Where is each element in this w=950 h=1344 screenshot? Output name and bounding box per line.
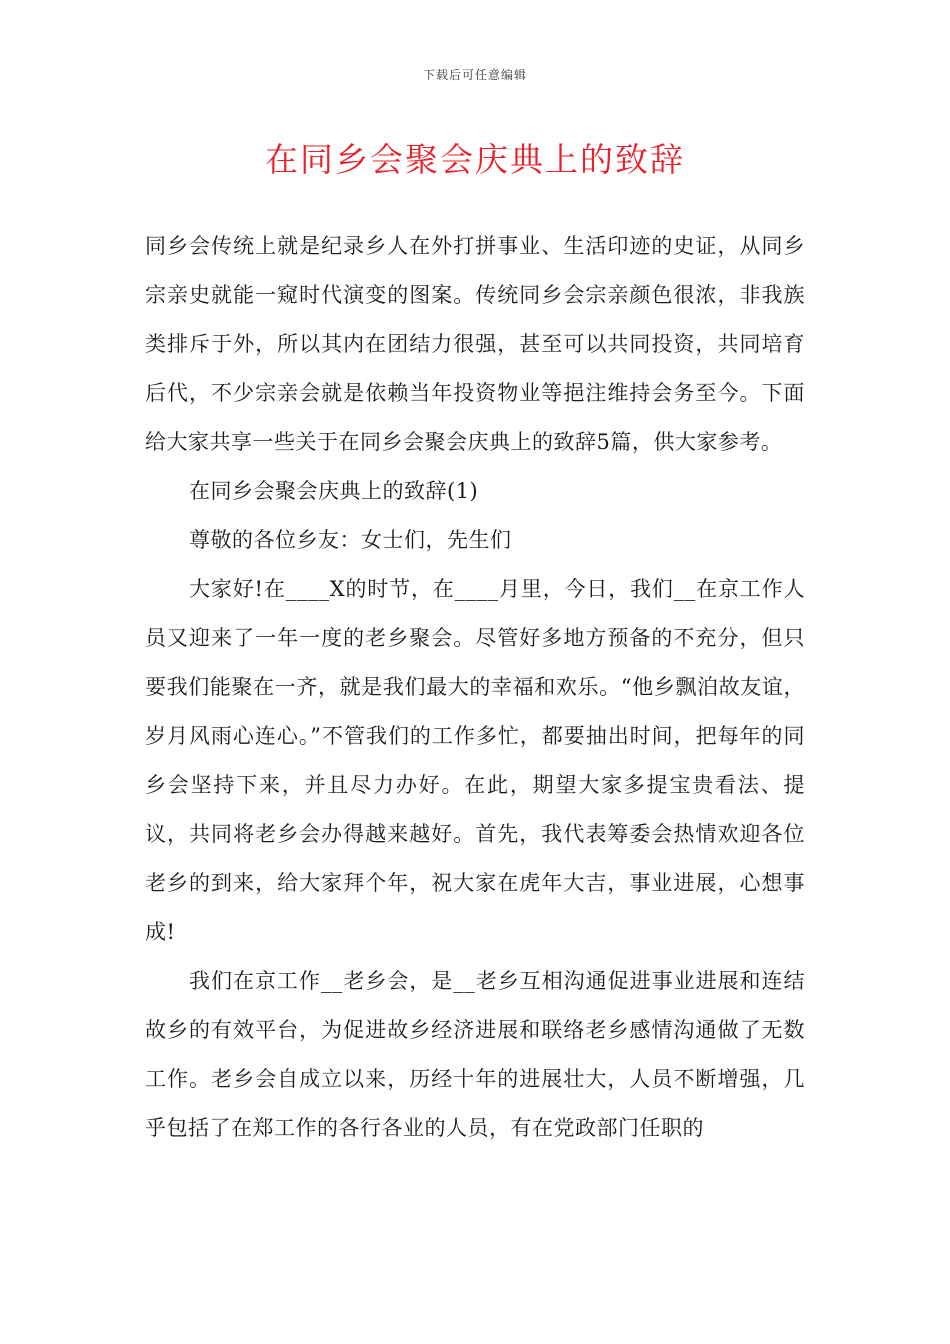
intro-paragraph: 同乡会传统上就是纪录乡人在外打拼事业、生活印迹的史证，从同乡宗亲史就能一窥时代演变的图案。传统同乡会宗亲颜色很浓，非我族类排斥于外，所以其内在团结力很强，甚至可以共同投资，共同培育后代，不少宗亲会就是依赖当年投资物业等挹注维持会务至今。下面给大家共享一些关于在同乡会聚会庆典上的致辞5篇，供大家参考。 — [145, 234, 805, 454]
header-note: 下载后可任意编辑 — [422, 68, 527, 82]
section-heading: 在同乡会聚会庆典上的致辞(1) — [189, 479, 479, 503]
document-title: 在同乡会聚会庆典上的致辞 — [265, 140, 685, 179]
body-paragraph: 大家好!在____X的时节，在____月里，今日，我们__在京工作人员又迎来了一年一度的老乡聚会。尽管好多地方预备的不充分，但只要我们能聚在一齐，就是我们最大的幸福和欢乐。“他乡飘泊故友谊，岁月风雨心连心。”不管我们的工作多忙，都要抽出时间，把每年的同乡会坚持下来，并且尽力办好。在此，期望大家多提宝贵看法、提议，共同将老乡会办得越来越好。首先，我代表筹委会热情欢迎各位老乡的到来，给大家拜个年，祝大家在虎年大吉，事业进展，心想事成! — [145, 577, 805, 944]
body-paragraph: 我们在京工作__老乡会，是__老乡互相沟通促进事业进展和连结故乡的有效平台，为促进故乡经济进展和联络老乡感情沟通做了无数工作。老乡会自成立以来，历经十年的进展壮大，人员不断增强，几乎包括了在郑工作的各行各业的人员，有在党政部门任职的 — [145, 969, 805, 1140]
salutation: 尊敬的各位乡友：女士们，先生们 — [189, 528, 512, 552]
document-body — [145, 222, 805, 1153]
